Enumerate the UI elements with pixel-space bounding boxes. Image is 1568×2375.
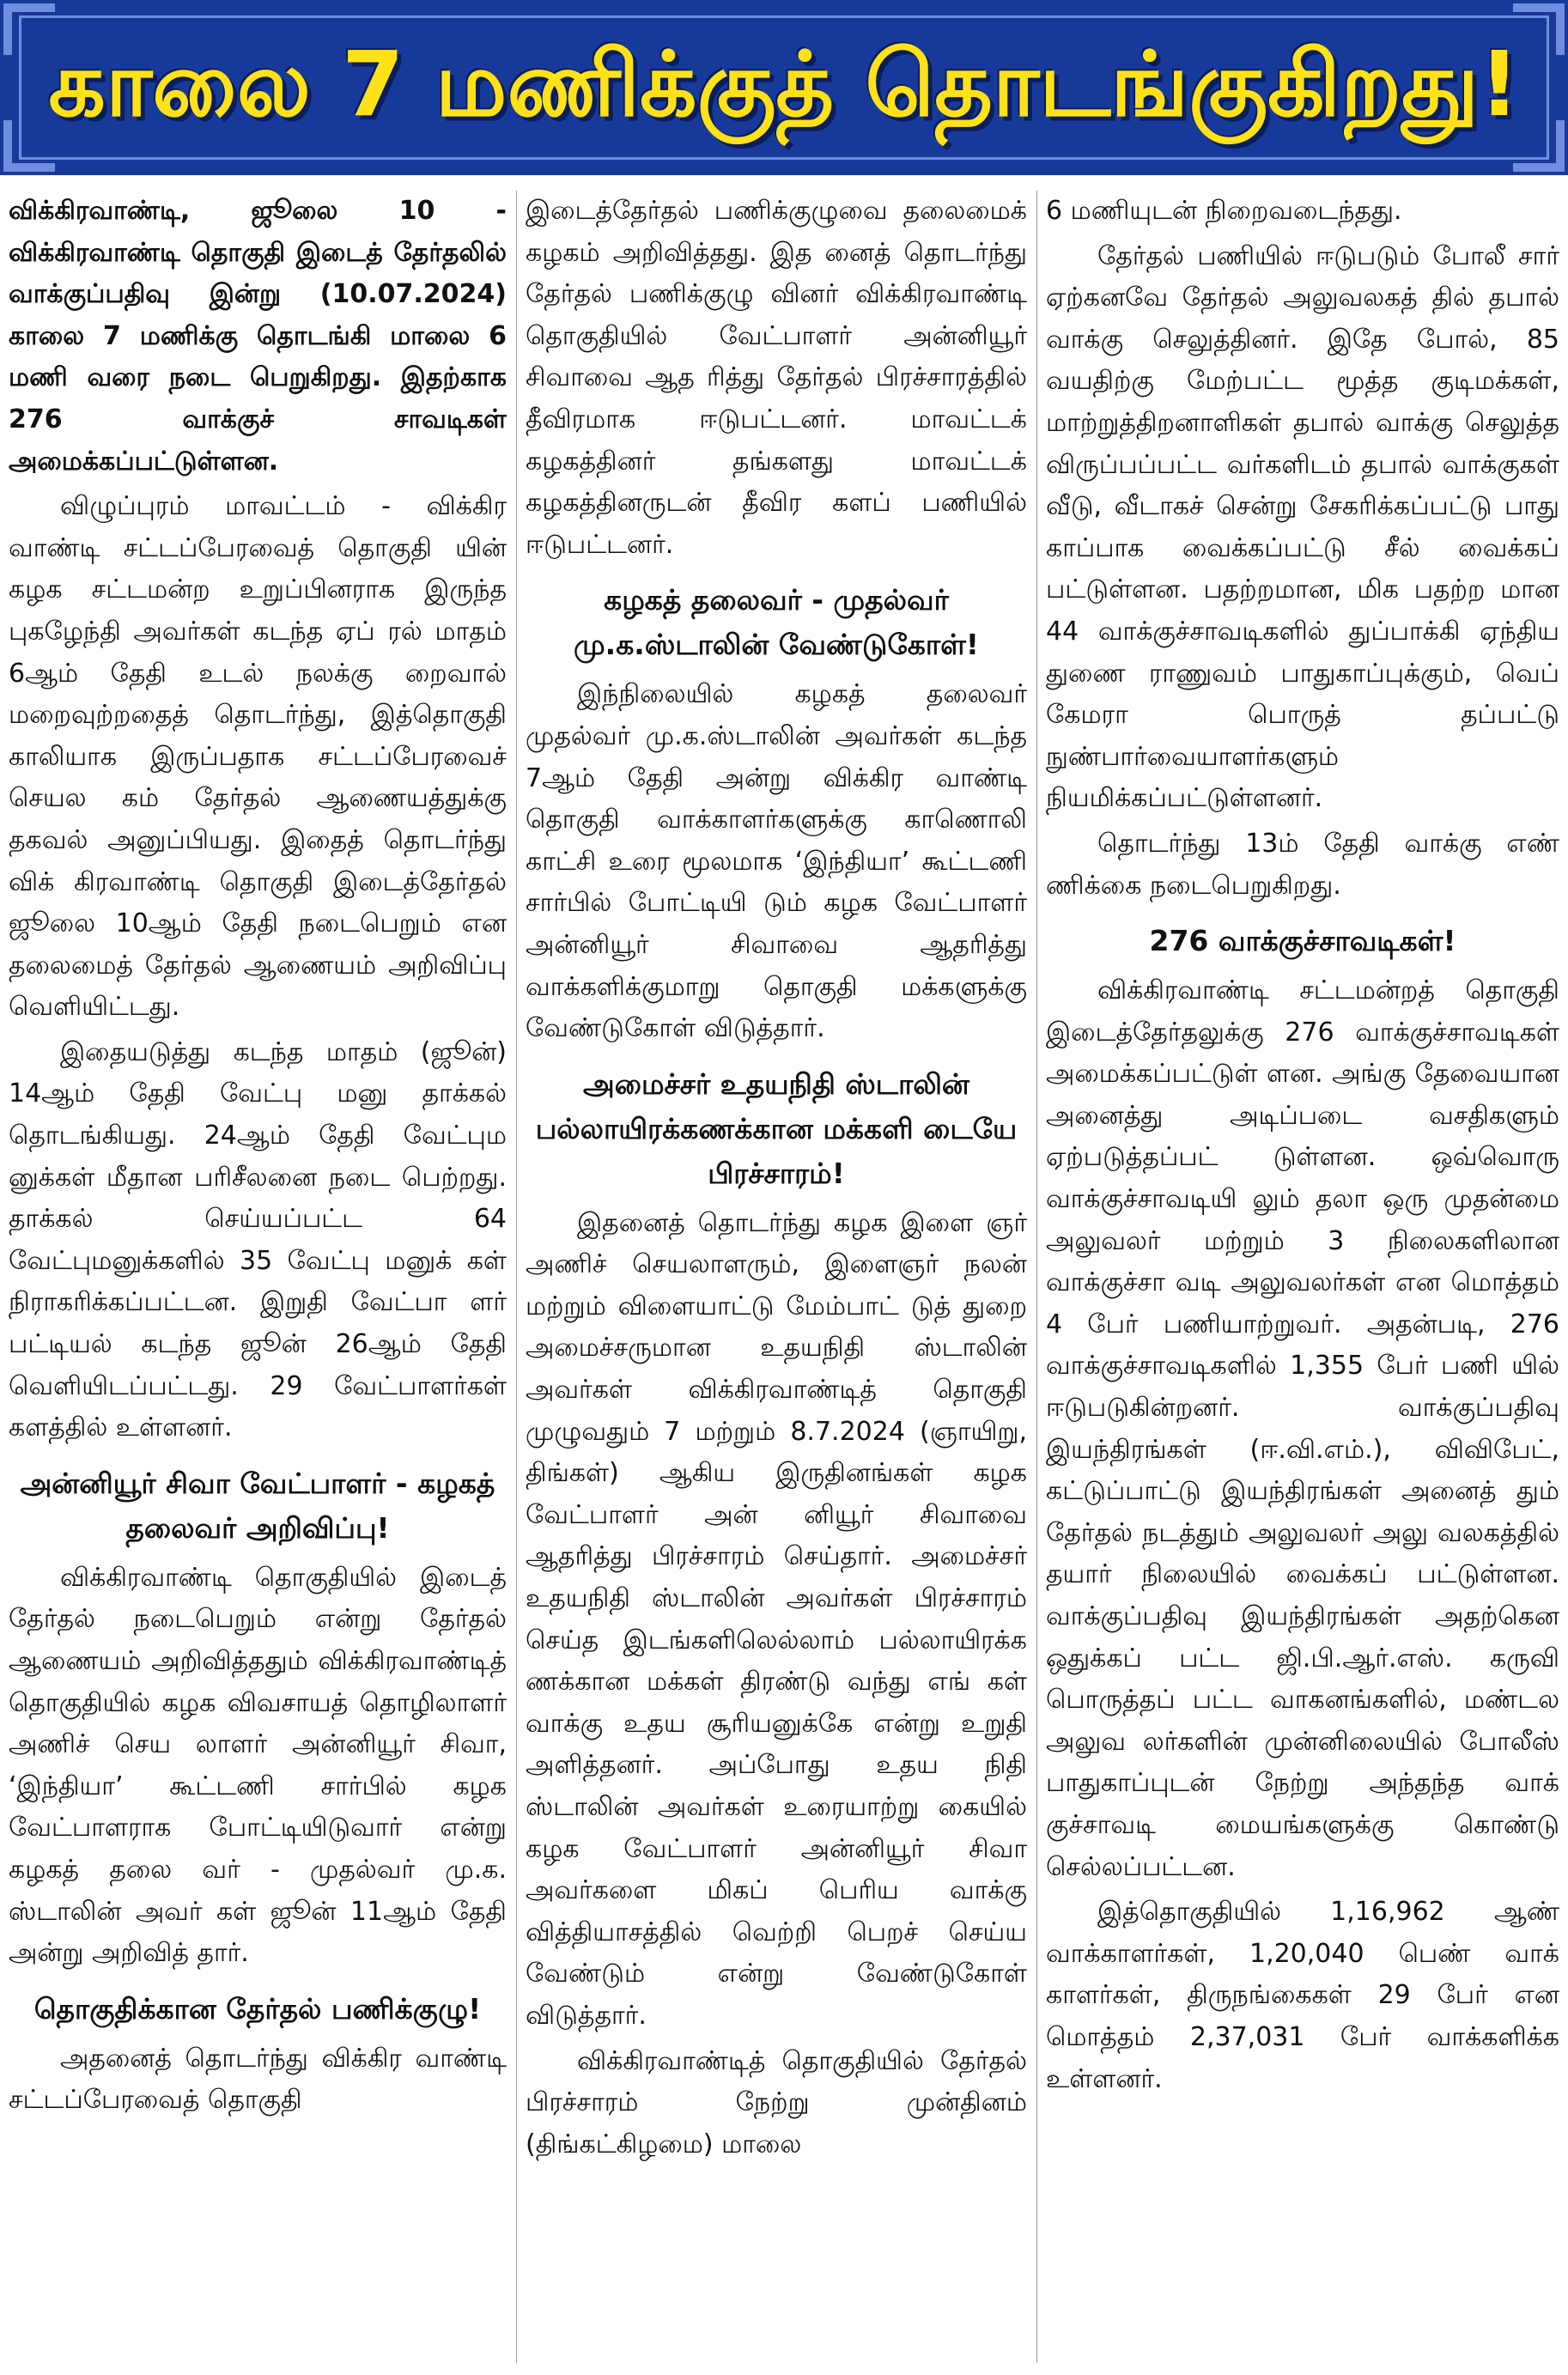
subheading: தொகுதிக்கான தேர்தல் பணிக்குழு!	[33, 1991, 482, 2026]
body-paragraph: இந்நிலையில் கழகத் தலைவர் முதல்வர் மு.க.ஸ்டாலின் அவர்கள் கடந்த 7ஆம் தேதி அன்று விக்கிர வாண்டி தொகுதி வாக்காளர்களுக்கு காணொலி காட்சி உரை மூலமாக ‘இந்தியா’ கூட்டணி சார்பில் போட்டியி டும் கழக வேட்பாளர் அன்னியூர் சிவாவை ஆதரித்து வாக்களிக்குமாறு தொகுதி மக்களுக்கு வேண்டுகோள் விடுத்தார்.	[526, 679, 1027, 1044]
body-paragraph: விக்கிரவாண்டி தொகுதியில் இடைத் தேர்தல் நடைபெறும் என்று தேர்தல் ஆணையம் அறிவித்ததும் விக்கிரவாண்டித் தொகுதியில் கழக விவசாயத் தொழிலாளர் அணிச் செய லாளர் அன்னியூர் சிவா, ‘இந்தியா’ கூட்டணி சார்பில் கழக வேட்பாளராக போட்டியிடுவார் என்று கழகத் தலை வர் - முதல்வர் மு.க. ஸ்டாலின் அவர் கள் ஜூன் 11ஆம் தேதி அன்று அறிவித் தார்.	[9, 1562, 507, 1969]
article-column-3	[1046, 191, 1559, 2363]
body-paragraph: இடைத்தேர்தல் பணிக்குழுவை தலைமைக் கழகம் அறிவித்தது. இத னைத் தொடர்ந்து தேர்தல் பணிக்குழு வினர் விக்கிரவாண்டி தொகுதியில் வேட்பாளர் அன்னியூர் சிவாவை ஆத ரித்து தேர்தல் பிரச்சாரத்தில் தீவிரமாக ஈடுபட்டனர். மாவட்டக் கழகத்தினர் தங்களது மாவட்டக் கழகத்தினருடன் தீவிர களப் பணியில் ஈடுபட்டனர்.	[526, 196, 1027, 560]
subheading: கழகத் தலைவர் - முதல்வர் மு.க.ஸ்டாலின் வேண்டுகோள்!	[574, 583, 979, 662]
body-paragraph: தொடர்ந்து 13ம் தேதி வாக்கு எண் ணிக்கை நடைபெறுகிறது.	[1046, 828, 1559, 901]
body-paragraph: 6 மணியுடன் நிறைவடைந்தது.	[1046, 196, 1402, 226]
body-paragraph: விழுப்புரம் மாவட்டம் - விக்கிர வாண்டி சட்டப்பேரவைத் தொகுதி யின் கழக சட்டமன்ற உறுப்பினராக இருந்த புகழேந்தி அவர்கள் கடந்த ஏப் ரல் மாதம் 6ஆம் தேதி உடல் நலக்கு றைவால் மறைவுற்றதைத் தொடர்ந்து, இத்தொகுதி காலியாக இருப்பதாக சட்டப்பேரவைச் செயல கம் தேர்தல் ஆணையத்துக்கு தகவல் அனுப்பியது. இதைத் தொடர்ந்து விக் கிரவாண்டி தொகுதி இடைத்தேர்தல் ஜூலை 10ஆம் தேதி நடைபெறும் என தலைமைத் தேர்தல் ஆணையம் அறிவிப்பு வெளியிட்டது.	[9, 491, 507, 1023]
lead-paragraph: விக்கிரவாண்டி, ஜூலை 10 - விக்கிரவாண்டி தொகுதி இடைத் தேர்தலில் வாக்குப்பதிவு இன்று (10.07.2024) காலை 7 மணிக்கு தொடங்கி மாலை 6 மணி வரை நடை பெறுகிறது. இதற்காக 276 வாக்குச் சாவடிகள் அமைக்கப்பட்டுள்ளன.	[9, 196, 507, 477]
subheading: அமைச்சர் உதயநிதி ஸ்டாலின் பல்லாயிரக்கணக்கான மக்களி டையே பிரச்சாரம்!	[535, 1066, 1018, 1190]
body-paragraph: இதையடுத்து கடந்த மாதம் (ஜூன்) 14ஆம் தேதி வேட்பு மனு தாக்கல் தொடங்கியது. 24ஆம் தேதி வேட்பும னுக்கள் மீதான பரிசீலனை நடை பெற்றது. தாக்கல் செய்யப்பட்ட 64 வேட்புமனுக்களில் 35 வேட்பு மனுக் கள் நிராகரிக்கப்பட்டன. இறுதி வேட்பா ளர் பட்டியல் கடந்த ஜூன் 26ஆம் தேதி வெளியிடப்பட்டது. 29 வேட்பாளர்கள் களத்தில் உள்ளனர்.	[9, 1036, 507, 1443]
subheading: அன்னியூர் சிவா வேட்பாளர் - கழகத் தலைவர் அறிவிப்பு!	[20, 1466, 495, 1545]
body-paragraph: தேர்தல் பணியில் ஈடுபடும் போலீ சார் ஏற்கனவே தேர்தல் அலுவலகத் தில் தபால் வாக்கு செலுத்தினர். இதே போல், 85 வயதிற்கு மேற்பட்ட மூத்த குடிமக்கள், மாற்றுத்திறனாளிகள் தபால் வாக்கு செலுத்த விருப்பப்பட்ட வர்களிடம் தபால் வாக்குகள் வீடு, வீடாகச் சென்று சேகரிக்கப்பட்டு பாது காப்பாக வைக்கப்பட்டு சீல் வைக்கப் பட்டுள்ளன. பதற்றமான, மிக பதற்ற மான 44 வாக்குச்சாவடிகளில் துப்பாக்கி ஏந்திய துணை ராணுவம் பாதுகாப்புக்கும், வெப் கேமரா பொருத் தப்பட்டு நுண்பார்வையாளர்களும் நியமிக்கப்பட்டுள்ளனர்.	[1046, 240, 1559, 814]
column-divider	[1036, 191, 1037, 2363]
body-paragraph: இதனைத் தொடர்ந்து கழக இளை ஞர் அணிச் செயலாளரும், இளைஞர் நலன் மற்றும் விளையாட்டு மேம்பாட் டுத் துறை அமைச்சருமான உதயநிதி ஸ்டாலின் அவர்கள் விக்கிரவாண்டித் தொகுதி முழுவதும் 7 மற்றும் 8.7.2024 (ஞாயிறு, திங்கள்) ஆகிய இருதினங்கள் கழக வேட்பாளர் அன் னியூர் சிவாவை ஆதரித்து பிரச்சாரம் செய்தார். அமைச்சர் உதயநிதி ஸ்டாலின் அவர்கள் பிரச்சாரம் செய்த இடங்களிலெல்லாம் பல்லாயிரக்க ணக்கான மக்கள் திரண்டு வந்து எங் கள் வாக்கு உதய சூரியனுக்கே என்று உறுதி அளித்தனர். அப்போது உதய நிதி ஸ்டாலின் அவர்கள் உரையாற்று கையில் கழக வேட்பாளர் அன்னியூர் சிவா அவர்களை மிகப் பெரிய வாக்கு வித்தியாசத்தில் வெற்றி பெறச் செய்ய வேண்டும் என்று வேண்டுகோள் விடுத்தார்.	[526, 1207, 1027, 2031]
body-paragraph: அதனைத் தொடர்ந்து விக்கிர வாண்டி சட்டப்பேரவைத் தொகுதி	[9, 2043, 507, 2116]
subheading: 276 வாக்குச்சாவடிகள்!	[1149, 924, 1456, 958]
headline-banner	[0, 0, 1568, 175]
body-paragraph: இத்தொகுதியில் 1,16,962 ஆண் வாக்காளர்கள், 1,20,040 பெண் வாக் காளர்கள், திருநங்கைகள் 29 பேர் என மொத்தம் 2,37,031 பேர் வாக்களிக்க உள்ளனர்.	[1046, 1897, 1559, 2094]
body-paragraph: விக்கிரவாண்டித் தொகுதியில் தேர்தல் பிரச்சாரம் நேற்று முன்தினம் (திங்கட்கிழமை) மாலை	[526, 2045, 1027, 2159]
body-paragraph: விக்கிரவாண்டி சட்டமன்றத் தொகுதி இடைத்தேர்தலுக்கு 276 வாக்குச்சாவடிகள் அமைக்கப்பட்டுள் ளன. அங்கு தேவையான அனைத்து அடிப்படை வசதிகளும் ஏற்படுத்தப்பட் டுள்ளன. ஒவ்வொரு வாக்குச்சாவடியி லும் தலா ஒரு முதன்மை அலுவலர் மற்றும் 3 நிலைகளிலான வாக்குச்சா வடி அலுவலர்கள் என மொத்தம் 4 பேர் பணியாற்றுவர். அதன்படி, 276 வாக்குச்சாவடிகளில் 1,355 பேர் பணி யில் ஈடுபடுகின்றனர். வாக்குப்பதிவு இயந்திரங்கள் (ஈ.வி.எம்.), விவிபேட், கட்டுப்பாட்டு இயந்திரங்கள் அனைத் தும் தேர்தல் நடத்தும் அலுவலர் அலு வலகத்தில் தயார் நிலையில் வைக்கப் பட்டுள்ளன. வாக்குப்பதிவு இயந்திரங்கள் அதற்கென ஒதுக்கப் பட்ட ஜி.பி.ஆர்.எஸ். கருவி பொருத்தப் பட்ட வாகனங்களில், மண்டல அலுவ லர்களின் முன்னிலையில் போலீஸ் பாதுகாப்புடன் நேற்று அந்தந்த வாக் குச்சாவடி மையங்களுக்கு கொண்டு செல்லப்பட்டன.	[1046, 975, 1559, 1882]
article-column-1	[9, 191, 507, 2363]
headline: காலை 7 மணிக்குத் தொடங்குகிறது!	[48, 32, 1520, 137]
article-column-2	[526, 191, 1027, 2363]
column-divider	[516, 191, 517, 2363]
